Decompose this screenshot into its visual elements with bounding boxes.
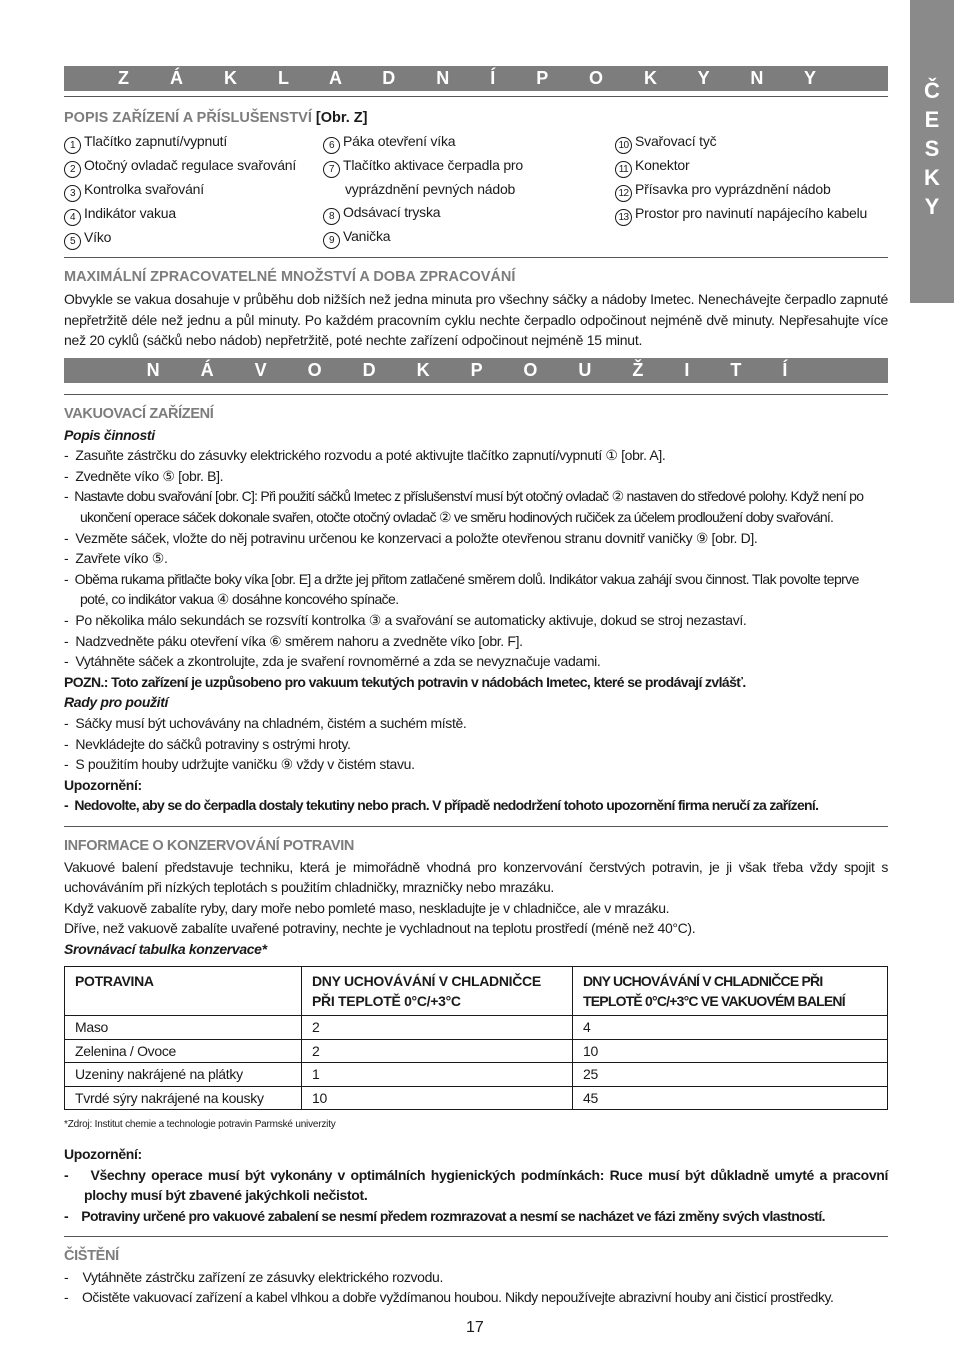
language-tab <box>910 0 954 303</box>
table-footnote: *Zdroj: Institut chemie a technologie potravin Parmské univerzity <box>64 1119 336 1130</box>
list-item: - Nadzvedněte páku otevření víka ⑥ směrem nahoru a zvedněte víko [obr. F]. <box>64 632 523 649</box>
list-item: - Po několika málo sekundách se rozsvítí kontrolka ③ a svařování se automaticky aktivuje, dokud se stroj nezastaví. <box>64 611 747 628</box>
info-paragraph: Vakuové balení představuje techniku, která je mimořádně vhodná pro konzervování čerstvých potravin, je ji však třeba vždy spojit s uchováváním při nízkých teplotách s použitím chladničky, mrazničky nebo mrazáku. <box>64 858 888 896</box>
language-letter: Y <box>924 194 940 219</box>
warning-item: - Potraviny určené pro vakuové zabalení se nesmí předem rozmrazovat a nesmí se nacházet ve fázi změny svých vlastností. <box>64 1207 825 1224</box>
max-heading: MAXIMÁLNÍ ZPRACOVATELNÉ MNOŽSTVÍ A DOBA ZPRACOVÁNÍ <box>64 269 516 285</box>
part-item: 8 Odsávací tryska <box>323 201 523 225</box>
part-item: 4 Indikátor vakua <box>64 202 296 226</box>
parts-list-col3 <box>615 130 867 226</box>
part-item: 5 Víko <box>64 226 296 250</box>
table-header: POTRAVINA <box>65 967 302 1016</box>
divider <box>64 96 888 97</box>
table-cell: Maso <box>65 1016 302 1040</box>
list-item: - Oběma rukama přitlačte boky víka [obr. E] a držte jej přitom zatlačené směrem dolů. Indikátor vakua zahájí svou činnost. Tlak povolte teprve poté, co indikátor vakua ④ dosáhne koncového spínače. <box>64 570 859 608</box>
table-title: Srovnávací tabulka konzervace* <box>64 940 267 957</box>
part-item: 11 Konektor <box>615 154 867 178</box>
table-cell: Zelenina / Ovoce <box>65 1039 302 1063</box>
info-heading: INFORMACE O KONZERVOVÁNÍ POTRAVIN <box>64 838 355 854</box>
warning-label: Upozornění: <box>64 1146 142 1162</box>
table-cell: 45 <box>573 1086 888 1110</box>
table-row <box>65 1086 888 1110</box>
list-item: - Vezměte sáček, vložte do něj potravinu určenou ke konzervaci a položte otevřenou stranu dovnitř vaničky ⑨ [obr. D]. <box>64 529 758 546</box>
parts-list-col1 <box>64 130 296 250</box>
cisteni-heading: ČIŠTĚNÍ <box>64 1248 119 1264</box>
table-cell: Uzeniny nakrájené na plátky <box>65 1063 302 1087</box>
info-warnings <box>64 1144 888 1226</box>
table-cell: 25 <box>573 1063 888 1087</box>
language-letter: K <box>924 165 940 190</box>
vak-heading: VAKUOVACÍ ZAŘÍZENÍ <box>64 406 214 422</box>
language-letter: Č <box>924 78 940 103</box>
table-row <box>65 1016 888 1040</box>
table-cell: 10 <box>302 1086 573 1110</box>
table-cell: Tvrdé sýry nakrájené na kousky <box>65 1086 302 1110</box>
info-paragraph: Dříve, než vakuově zabalíte uvařené potraviny, nechte je vychladnout na teplotu prostředí (méně než 40°C). <box>64 920 696 937</box>
part-item: 9 Vanička <box>323 225 523 249</box>
part-item: 12 Přísavka pro vyprázdnění nádob <box>615 178 867 202</box>
page-number: 17 <box>466 1319 484 1336</box>
part-item: 6 Páka otevření víka <box>323 130 523 154</box>
table-header: DNY UCHOVÁVÁNÍ V CHLADNIČCE PŘI TEPLOTĚ 0°C/+3°C VE VAKUOVÉM BALENÍ <box>573 967 888 1016</box>
table-row <box>65 1063 888 1087</box>
section-title-zakladni-pokyny: Z Á K L A D N Í P O K Y N Y <box>64 66 888 91</box>
table-header: DNY UCHOVÁVÁNÍ V CHLADNIČCE PŘI TEPLOTĚ 0°C/+3°C <box>302 967 573 1016</box>
table-header-row <box>65 967 888 1016</box>
part-item: 10 Svařovací tyč <box>615 130 867 154</box>
part-item: 7 Tlačítko aktivace čerpadla pro <box>323 154 523 178</box>
list-item: - Vytáhněte zástrčku zařízení ze zásuvky elektrického rozvodu. <box>64 1268 444 1285</box>
vak-subheading: Popis činnosti <box>64 426 155 443</box>
info-paragraph: Když vakuově zabalíte ryby, dary moře nebo pomleté maso, neskladujte je v chladničce, ale v mrazáku. <box>64 899 670 916</box>
list-item: - Sáčky musí být uchovávány na chladném, čistém a suchém místě. <box>64 714 467 731</box>
table-cell: 4 <box>573 1016 888 1040</box>
max-text: Obvykle se vakua dosahuje v průběhu dob nižších než jedna minuta pro všechny sáčky a nádoby Imetec. Nenechávejte čerpadlo zapnuté nepřetržitě déle než jednu a půl minuty. Po každém pracovním cyklu nechte čerpadlo odpočinout nejméně dvě minuty. Nepřesahujte více než 20 cyklů (sáčků nebo nádob) nepřetržitě, poté nechte zařízení odpočinout nejméně 15 minut. <box>64 291 888 348</box>
list-item: - S použitím houby udržujte vaničku ⑨ vždy v čistém stavu. <box>64 756 415 773</box>
parts-list-col2 <box>323 130 523 249</box>
list-item: - Nevkládejte do sáčků potraviny s ostrými hroty. <box>64 735 351 752</box>
table-cell: 2 <box>302 1039 573 1063</box>
list-item: - Zvedněte víko ⑤ [obr. B]. <box>64 467 224 484</box>
popis-heading: POPIS ZAŘÍZENÍ A PŘÍSLUŠENSTVÍ [Obr. Z] <box>64 110 368 126</box>
part-item: 13 Prostor pro navinutí napájecího kabelu <box>615 202 867 226</box>
table-cell: 2 <box>302 1016 573 1040</box>
divider <box>64 826 888 827</box>
tips-subheading: Rady pro použití <box>64 694 169 711</box>
part-item: vyprázdnění pevných nádob <box>345 181 516 197</box>
part-item: 1 Tlačítko zapnutí/vypnutí <box>64 130 296 154</box>
conservation-table <box>64 966 888 1110</box>
table-cell: 10 <box>573 1039 888 1063</box>
vakuovaci-section <box>64 404 888 816</box>
list-item: - Zasuňte zástrčku do zásuvky elektrického rozvodu a poté aktivujte tlačítko zapnutí/vypnutí ① [obr. A]. <box>64 447 666 464</box>
table-cell: 1 <box>302 1063 573 1087</box>
section-title-navod: N Á V O D K P O U Ž I T Í <box>64 358 888 383</box>
cisteni-section <box>64 1246 888 1308</box>
list-item: - Vytáhněte sáček a zkontrolujte, zda je svaření rovnoměrné a zda se nevyznačuje vadami. <box>64 653 601 670</box>
divider <box>64 394 888 395</box>
table-row <box>65 1039 888 1063</box>
list-item: - Nastavte dobu svařování [obr. C]: Při použití sáčků Imetec z příslušenství musí být otočný ovladač ② nastaven do středové polohy. Když není po ukončení operace sáček dokonale svařen, otočte otočný ovladač ② ve směru hodinových ručiček za účelem prodloužení doby svařování. <box>64 488 864 525</box>
divider <box>64 257 888 258</box>
warning-label: Upozornění: <box>64 776 142 793</box>
list-item: - Zavřete víko ⑤. <box>64 550 168 567</box>
warning-item: - Nedovolte, aby se do čerpadla dostaly tekutiny nebo prach. V případě nedodržení tohoto upozornění firma neručí za zařízení. <box>64 797 819 814</box>
divider <box>64 1236 888 1237</box>
language-letter: S <box>924 136 940 161</box>
warning-item: - Všechny operace musí být vykonány v optimálních hygienických podmínkách: Ruce musí být důkladně umyté a pracovní plochy musí být zbavené jakýchkoli nečistot. <box>64 1166 888 1204</box>
list-item: - Očistěte vakuovací zařízení a kabel vlhkou a dobře vyždímanou houbou. Nikdy nepoužívejte abrazivní houby ani čisticí prostředky. <box>64 1289 834 1306</box>
part-item: 2 Otočný ovladač regulace svařování <box>64 154 296 178</box>
language-letter: E <box>924 107 940 132</box>
note: POZN.: Toto zařízení je uzpůsobeno pro vakuum tekutých potravin v nádobách Imetec, které se prodávají zvlášť. <box>64 673 746 690</box>
info-section <box>64 836 888 960</box>
part-item: 3 Kontrolka svařování <box>64 178 296 202</box>
